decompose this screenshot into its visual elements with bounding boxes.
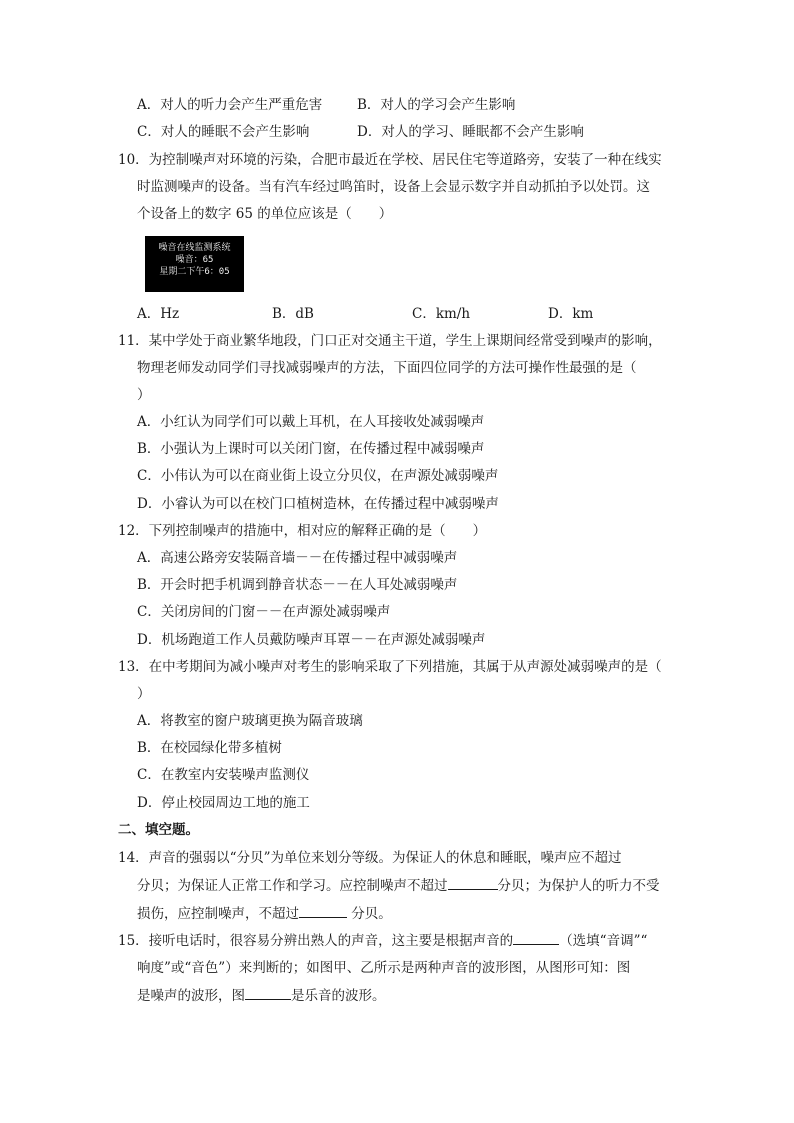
q13-option-d: D．停止校园周边工地的施工 <box>137 795 310 811</box>
q15-stem-line3 <box>137 985 386 1006</box>
q11-stem-line3: ） <box>137 387 151 403</box>
q13-option-c: C．在教室内安装噪声监测仪 <box>137 767 310 783</box>
q9-option-d: D．对人的学习、睡眠都不会产生影响 <box>357 124 584 140</box>
q9-option-c: C．对人的睡眠不会产生影响 <box>137 124 310 140</box>
q13-option-b: B．在校园绿化带多植树 <box>137 740 282 756</box>
q12-option-b: B．开会时把手机调到静音状态－－在人耳处减弱噪声 <box>137 577 458 593</box>
display-title: 噪音在线监测系统 <box>158 243 231 253</box>
section-heading-fill-in: 二、填空题。 <box>118 822 199 838</box>
q14-blank-3[interactable] <box>299 903 347 918</box>
q9-option-b: B．对人的学习会产生影响 <box>357 97 516 113</box>
q11-stem-line2: 物理老师发动同学们寻找减弱噪声的方法，下面四位同学的方法可操作性最强的是（ <box>137 360 637 376</box>
q15-line1-part1: 15．接听电话时，很容易分辨出熟人的声音，这主要是根据声音的 <box>118 933 514 949</box>
q14-stem-line2 <box>137 875 660 896</box>
display-value: 噪音：65 <box>175 255 214 265</box>
q15-line3-part1: 是噪声的波形，图 <box>137 988 245 1004</box>
q10-stem-line1: 10．为控制噪声对环境的污染，合肥市最近在学校、居民住宅等道路旁，安装了一种在线实 <box>118 152 662 168</box>
q13-stem-line1: 13．在中考期间为减小噪声对考生的影响采取了下列措施，其属于从声源处减弱噪声的是（ <box>118 659 662 675</box>
q10-option-d: D．km <box>548 306 594 322</box>
noise-monitor-display-image <box>145 236 244 292</box>
q11-option-a: A．小红认为同学们可以戴上耳机，在人耳接收处减弱噪声 <box>137 414 485 430</box>
display-time: 星期二下午6：05 <box>159 267 230 277</box>
q14-line2-part1: 分贝；为保证人正常工作和学习。应控制噪声不超过 <box>137 878 448 894</box>
q12-option-d: D．机场跑道工作人员戴防噪声耳罩－－在声源处减弱噪声 <box>137 632 486 648</box>
q14-stem-line1: 14．声音的强弱以“分贝”为单位来划分等级。为保证人的休息和睡眠，噪声应不超过 <box>118 850 622 866</box>
q12-option-a: A．高速公路旁安装隔音墙－－在传播过程中减弱噪声 <box>137 550 458 566</box>
q15-stem-line2: 响度”或“音色”）来判断的；如图甲、乙所示是两种声音的波形图，从图形可知：图 <box>137 960 631 976</box>
q12-stem: 12．下列控制噪声的措施中，相对应的解释正确的是（ ） <box>118 523 487 539</box>
q10-stem-line2: 时监测噪声的设备。当有汽车经过鸣笛时，设备上会显示数字并自动抓拍予以处罚。这 <box>137 179 650 195</box>
q10-option-b: B．dB <box>272 306 314 322</box>
q14-stem-line3 <box>137 903 392 924</box>
q10-stem-line3: 个设备上的数字 65 的单位应该是（ ） <box>137 206 393 222</box>
q15-line1-part2: （选填“音调”“ <box>559 933 648 949</box>
q11-option-d: D．小睿认为可以在校门口植树造林，在传播过程中减弱噪声 <box>137 496 499 512</box>
q15-blank-1[interactable] <box>513 930 559 945</box>
q11-stem-line1: 11．某中学处于商业繁华地段，门口正对交通主干道，学生上课期间经常受到噪声的影响， <box>118 333 662 349</box>
q14-line2-part2: 分贝；为保护人的听力不受 <box>497 878 660 894</box>
q15-blank-3[interactable] <box>245 985 291 1000</box>
q11-option-b: B．小强认为上课时可以关闭门窗，在传播过程中减弱噪声 <box>137 441 485 457</box>
q13-option-a: A．将教室的窗户玻璃更换为隔音玻璃 <box>137 713 363 729</box>
q10-option-a: A．Hz <box>137 306 180 322</box>
q14-line3-part1: 损伤，应控制噪声，不超过 <box>137 906 299 922</box>
q15-stem-line1 <box>118 930 647 951</box>
q10-option-c: C．km/h <box>412 306 471 322</box>
q14-line3-part2: 分贝。 <box>347 906 392 922</box>
q14-blank-2[interactable] <box>448 875 498 890</box>
q12-option-c: C．关闭房间的门窗－－在声源处减弱噪声 <box>137 604 391 620</box>
q15-line3-part2: 是乐音的波形。 <box>291 988 386 1004</box>
q9-option-a: A．对人的听力会产生严重危害 <box>137 97 323 113</box>
q13-stem-line2: ） <box>137 686 151 702</box>
q11-option-c: C．小伟认为可以在商业街上设立分贝仪，在声源处减弱噪声 <box>137 468 499 484</box>
